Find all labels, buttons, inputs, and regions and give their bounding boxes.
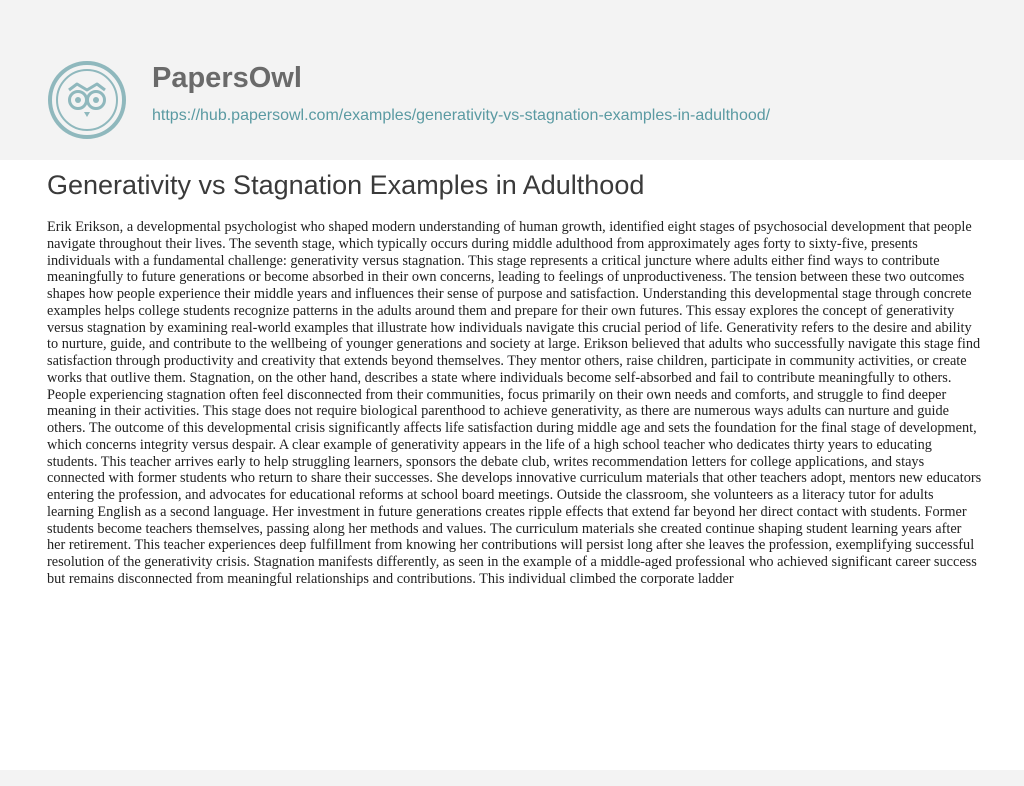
owl-logo-icon[interactable] bbox=[47, 60, 127, 140]
source-url-link[interactable]: https://hub.papersowl.com/examples/generativity-vs-stagnation-examples-in-adulthood/ bbox=[152, 107, 771, 124]
article-body: Erik Erikson, a developmental psychologist who shaped modern understanding of human growth, identified eight stages of psychosocial development that people navigate throughout their lives. The seventh stage, which typically occurs during middle adulthood from approximately ages forty to sixty-five, presents individuals with a fundamental challenge: generativity versus stagnation. This stage represents a critical juncture where adults either find ways to contribute meaningfully to future generations or become absorbed in their own concerns, leading to feelings of unproductiveness. The tension between these two outcomes shapes how people experience their middle years and influences their sense of purpose and satisfaction. Understanding this developmental stage through concrete examples helps college students recognize patterns in the adults around them and prepare for their own futures. This essay explores the concept of generativity versus stagnation by examining real-world examples that illustrate how individuals navigate this crucial period of life. Generativity refers to the desire and ability to nurture, guide, and contribute to the wellbeing of younger generations and society at large. Erikson believed that adults who successfully navigate this stage find satisfaction through productivity and creativity that extends beyond themselves. They mentor others, raise children, participate in community activities, or create works that outlive them. Stagnation, on the other hand, describes a state where individuals become self-absorbed and fail to contribute meaningfully to others. People experiencing stagnation often feel disconnected from their communities, focus primarily on their own needs and comforts, and struggle to find deeper meaning in their activities. This stage does not require biological parenthood to achieve generativity, as there are numerous ways adults can nurture and guide others. The outcome of this developmental crisis significantly affects life satisfaction during middle age and sets the foundation for the final stage of development, which concerns integrity versus despair. A clear example of generativity appears in the life of a high school teacher who dedicates thirty years to educating students. This teacher arrives early to help struggling learners, sponsors the debate club, writes recommendation letters for college applications, and stays connected with former students who return to share their successes. She develops innovative curriculum materials that other teachers adopt, mentors new educators entering the profession, and advocates for educational reforms at school board meetings. Outside the classroom, she volunteers as a literacy tutor for adults learning English as a second language. Her investment in future generations creates ripple effects that extend far beyond her direct contact with students. Former students become teachers themselves, passing along her methods and values. The curriculum materials she created continue shaping student learning years after her retirement. This teacher experiences deep fulfillment from knowing her contributions will persist long after she leaves the profession, exemplifying successful resolution of the generativity crisis. Stagnation manifests differently, as seen in the example of a middle-aged professional who achieved significant career success but remains disconnected from meaningful relationships and contributions. This individual climbed the corporate ladder bbox=[47, 219, 982, 587]
page-title: Generativity vs Stagnation Examples in Adulthood bbox=[47, 170, 645, 200]
site-header bbox=[0, 0, 1024, 160]
footer-bar bbox=[0, 770, 1024, 786]
brand-name[interactable]: PapersOwl bbox=[152, 62, 302, 94]
